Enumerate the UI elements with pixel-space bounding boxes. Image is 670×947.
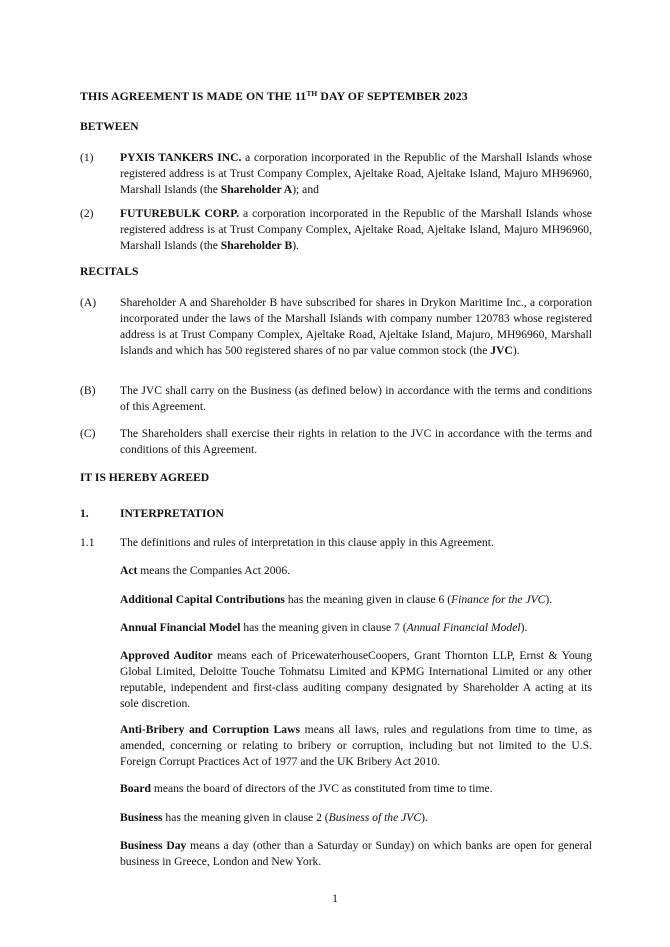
party-shareholder-a: PYXIS TANKERS INC. a corporation incorporated in the Republic of the Marshall Islands whose registered address is at Trust Company Complex, Ajeltake Road, Ajeltake Island, Majuro MH96960, Marshall Islands (the Shareholder A); and: [120, 151, 593, 196]
recital-b: The JVC shall carry on the Business (as defined below) in accordance with the terms and conditions of this Agreement.: [120, 384, 592, 413]
definition-act: Act means the Companies Act 2006.: [120, 564, 291, 577]
clause-title: INTERPRETATION: [120, 507, 224, 520]
agreed-heading: IT IS HEREBY AGREED: [80, 471, 210, 484]
definition-board: Board means the board of directors of the JVC as constituted from time to time.: [120, 782, 493, 795]
recital-number: (C): [80, 427, 96, 440]
party-shareholder-b: FUTUREBULK CORP. a corporation incorporated in the Republic of the Marshall Islands whose registered address is at Trust Company Complex, Ajeltake Road, Ajeltake Island, Majuro MH96960, Marshall Islands (the Shareholder B).: [120, 207, 592, 252]
definition-additional-capital-contributions: Additional Capital Contributions has the meaning given in clause 6 (Finance for the JVC).: [120, 593, 553, 606]
title-superscript: TH: [306, 89, 318, 98]
recital-c: The Shareholders shall exercise their rights in relation to the JVC in accordance with the terms and conditions of this Agreement.: [120, 427, 592, 456]
recital-number: (A): [80, 296, 97, 309]
definition-approved-auditor: Approved Auditor means each of PricewaterhouseCoopers, Grant Thornton LLP, Ernst & Young Global Limited, Deloitte Touche Tohmatsu Limited and KPMG International Limited or any other reputable, independent and first-class auditing company designated by Shareholder A acting at its sole discretion.: [120, 649, 593, 710]
definition-annual-financial-model: Annual Financial Model has the meaning given in clause 7 (Annual Financial Model).: [120, 621, 528, 634]
recital-a: Shareholder A and Shareholder B have subscribed for shares in Drykon Maritime Inc., a corporation incorporated under the laws of the Marshall Islands with company number 120783 whose registered address is at Trust Company Complex, Ajeltake Road, Ajeltake Island, Majuro, MH96960, Marshall Islands and which has 500 registered shares of no par value common stock (the JVC).: [120, 296, 592, 357]
page-number: 1: [332, 892, 338, 905]
definition-anti-bribery-laws: Anti-Bribery and Corruption Laws means all laws, rules and regulations from time to time, as amended, concerning or relating to bribery or corruption, including but not limited to the U.S. Foreign Corrupt Practices Act of 1977 and the UK Bribery Act 2010.: [120, 723, 592, 768]
definition-business-day: Business Day means a day (other than a Saturday or Sunday) on which banks are open for general business in Greece, London and New York.: [120, 839, 592, 868]
party-number: (1): [80, 151, 94, 164]
recitals-heading: RECITALS: [80, 265, 139, 278]
subclause-number: 1.1: [80, 536, 95, 549]
recital-number: (B): [80, 384, 96, 397]
subclause-text: The definitions and rules of interpretation in this clause apply in this Agreement.: [120, 536, 494, 549]
clause-number: 1.: [80, 507, 89, 520]
party-number: (2): [80, 207, 94, 220]
agreement-title: THIS AGREEMENT IS MADE ON THE 11TH DAY OF SEPTEMBER 2023: [80, 89, 468, 103]
between-heading: BETWEEN: [80, 120, 139, 133]
definition-business: Business has the meaning given in clause 2 (Business of the JVC).: [120, 811, 428, 824]
